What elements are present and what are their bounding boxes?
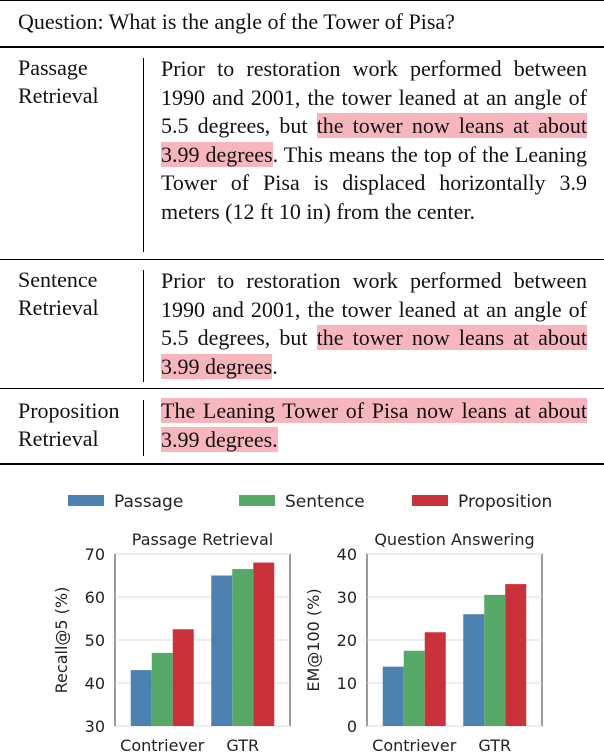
bar-passage xyxy=(131,670,152,726)
row-label-line: Retrieval xyxy=(18,426,99,451)
y-tick-label: 60 xyxy=(84,588,105,607)
legend-label: Proposition xyxy=(458,492,553,512)
top-rule xyxy=(0,0,604,1)
sentence-text-post: . xyxy=(272,353,278,379)
y-tick-label: 10 xyxy=(336,674,357,693)
y-tick-label: 30 xyxy=(336,588,357,607)
row-label-line: Retrieval xyxy=(18,83,99,108)
bar-proposition xyxy=(505,584,526,726)
bar-proposition xyxy=(253,563,274,726)
legend-swatch-proposition xyxy=(412,495,448,506)
chart-title: Question Answering xyxy=(374,530,535,549)
row-label-proposition xyxy=(18,397,119,453)
row-label-line: Sentence xyxy=(18,267,98,292)
y-tick-label: 50 xyxy=(84,631,105,650)
row-rule xyxy=(0,388,604,389)
row-label-passage xyxy=(18,54,99,110)
x-tick-label: Contriever xyxy=(120,736,205,752)
row-divider xyxy=(143,400,144,456)
bar-passage xyxy=(211,576,232,727)
proposition-highlight: The Leaning Tower of Pisa now leans at about 3.99 degrees. xyxy=(161,398,587,452)
y-tick-label: 40 xyxy=(84,674,105,693)
chart-legend xyxy=(68,492,552,512)
bar-passage xyxy=(463,614,484,726)
row-divider xyxy=(143,58,144,252)
passage-text-post: . This means the top of the Leaning Tower of Pisa is displaced horizontally 3.9 meters (12 ft 10 in) from the center. xyxy=(161,141,587,224)
sentence-text xyxy=(161,267,587,381)
row-label-line: Retrieval xyxy=(18,295,99,320)
passage-text xyxy=(161,55,587,226)
bar-proposition xyxy=(173,629,194,726)
x-tick-label: GTR xyxy=(478,736,512,752)
passage-text-pre: Prior to restoration work performed between 1990 and 2001, the tower leaned at an angle of 5.5 degrees, but xyxy=(161,56,587,138)
bar-sentence xyxy=(152,653,173,726)
passage-highlight: the tower now leans at about 3.99 degrees xyxy=(161,113,588,167)
y-axis-label: EM@100 (%) xyxy=(304,588,323,692)
y-tick-label: 20 xyxy=(336,631,357,650)
bottom-rule xyxy=(0,463,604,465)
row-label-line: Proposition xyxy=(18,398,120,423)
x-tick-label: GTR xyxy=(226,736,260,752)
sentence-text-pre: Prior to restoration work performed between 1990 and 2001, the tower leaned at an angle of 5.5 degrees, but xyxy=(161,268,587,350)
row-divider xyxy=(143,270,144,382)
legend-label: Sentence xyxy=(285,492,365,512)
bar-passage xyxy=(383,667,404,726)
y-tick-label: 0 xyxy=(346,717,357,736)
question-text: Question: What is the angle of the Tower of Pisa? xyxy=(18,9,455,34)
row-rule xyxy=(0,259,604,260)
y-tick-label: 70 xyxy=(84,545,105,564)
bar-charts xyxy=(0,470,604,752)
y-tick-label: 30 xyxy=(84,717,105,736)
question-rule xyxy=(0,46,604,48)
legend-swatch-sentence xyxy=(239,495,275,506)
sentence-highlight: the tower now leans at about 3.99 degrees xyxy=(161,325,588,379)
legend-swatch-passage xyxy=(68,495,104,506)
bar-sentence xyxy=(484,595,505,726)
proposition-text xyxy=(161,397,587,454)
bar-sentence xyxy=(232,569,253,726)
y-axis-label: Recall@5 (%) xyxy=(52,586,71,694)
bar-proposition xyxy=(425,632,446,726)
passage-retrieval-chart xyxy=(52,530,290,752)
x-tick-label: Contriever xyxy=(372,736,457,752)
legend-label: Passage xyxy=(114,492,184,512)
y-tick-label: 40 xyxy=(336,545,357,564)
chart-title: Passage Retrieval xyxy=(131,530,274,549)
row-label-line: Passage xyxy=(18,55,88,80)
question-answering-chart xyxy=(304,530,542,752)
row-label-sentence xyxy=(18,266,99,322)
bar-sentence xyxy=(404,651,425,726)
